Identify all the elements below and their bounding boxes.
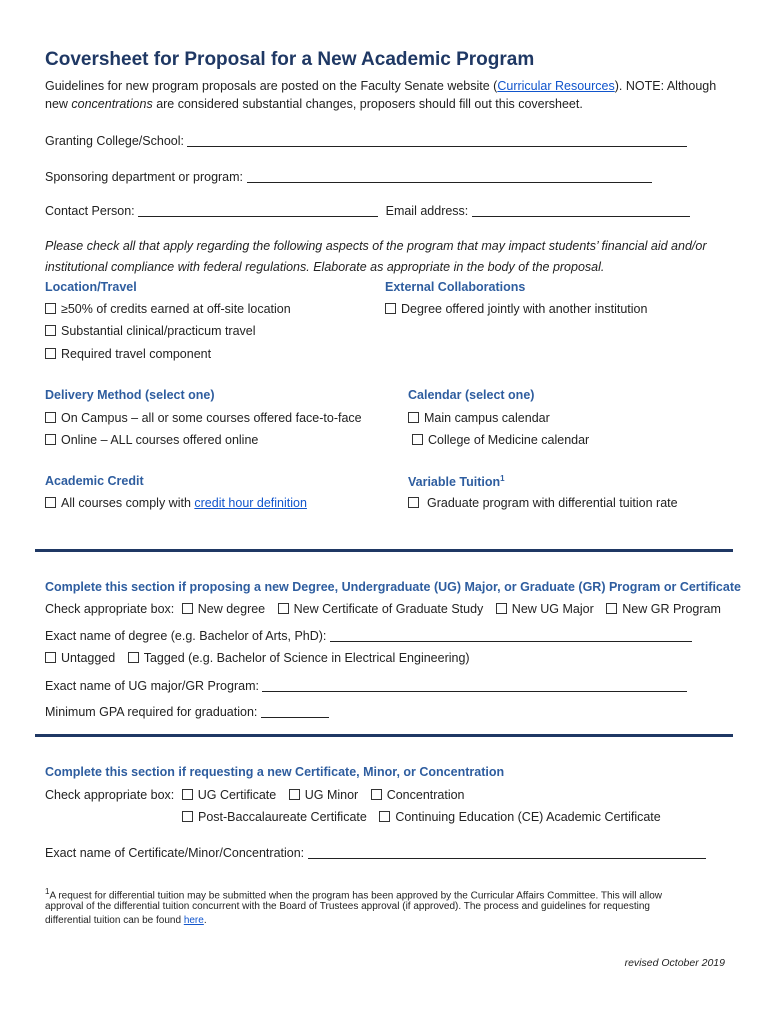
option-label: On Campus – all or some courses offered face-to-face	[61, 411, 362, 425]
major-name-label: Exact name of UG major/GR Program:	[45, 679, 259, 693]
gpa-label: Minimum GPA required for graduation:	[45, 705, 258, 719]
sponsoring-field-row	[45, 168, 652, 186]
section-degree-check-row	[45, 600, 721, 618]
academic-credit-heading: Academic Credit	[45, 474, 144, 488]
location-option-2[interactable]	[45, 345, 211, 363]
intro-text-2: new	[45, 97, 72, 111]
degree-name-row	[45, 627, 692, 645]
option-label: Post-Baccalaureate Certificate	[198, 810, 367, 824]
option-label: New UG Major	[511, 602, 594, 616]
option-new-ug-major[interactable]	[496, 602, 594, 616]
option-ug-certificate[interactable]	[182, 788, 277, 802]
section-degree-heading: Complete this section if proposing a new Degree, Undergraduate (UG) Major, or Graduate (GR) Program or Certificate	[45, 580, 741, 594]
option-label: Online – ALL courses offered online	[61, 433, 259, 447]
calendar-heading: Calendar (select one)	[408, 388, 535, 402]
option-label: UG Minor	[304, 788, 359, 802]
option-label: New GR Program	[622, 602, 721, 616]
option-ug-minor[interactable]	[289, 788, 358, 802]
option-label: Continuing Education (CE) Academic Certificate	[395, 810, 661, 824]
tuition-option-0[interactable]	[408, 494, 678, 512]
major-name-input-line[interactable]	[262, 679, 687, 692]
checkbox[interactable]	[128, 652, 139, 663]
checkbox[interactable]	[45, 434, 56, 445]
tagged-row	[45, 649, 470, 667]
footnote-marker: 1	[500, 474, 505, 483]
option-label: Untagged	[61, 651, 116, 665]
option-new-degree[interactable]	[182, 602, 265, 616]
option-label: Substantial clinical/practicum travel	[61, 324, 256, 338]
email-input-line[interactable]	[472, 204, 690, 217]
intro-text-end: ). NOTE: Although	[614, 79, 717, 93]
section-certificate-check-row	[45, 786, 465, 804]
section-certificate-heading: Complete this section if requesting a new Certificate, Minor, or Concentration	[45, 765, 505, 779]
degree-name-label: Exact name of degree (e.g. Bachelor of Arts, PhD):	[45, 629, 327, 643]
option-label: Main campus calendar	[424, 411, 550, 425]
option-tagged[interactable]	[128, 651, 470, 665]
option-post-bacc-certificate[interactable]	[182, 810, 367, 824]
location-option-1[interactable]	[45, 322, 256, 340]
checkbox[interactable]	[182, 789, 193, 800]
credit-option-0[interactable]	[45, 494, 307, 512]
checkbox[interactable]	[412, 434, 423, 445]
gpa-row	[45, 703, 329, 721]
footnote-text: A request for differential tuition may be submitted when the program has been approved by the Curricular Affairs Committee. This will allow	[49, 890, 662, 902]
checkbox[interactable]	[371, 789, 382, 800]
major-name-row	[45, 677, 687, 695]
section-certificate-check-row-2	[182, 808, 661, 826]
intro-line-1	[45, 77, 716, 95]
checkbox[interactable]	[289, 789, 300, 800]
option-new-cert-grad[interactable]	[278, 602, 484, 616]
certificate-name-label: Exact name of Certificate/Minor/Concentration:	[45, 846, 305, 860]
checkbox[interactable]	[45, 303, 56, 314]
checkbox[interactable]	[45, 412, 56, 423]
footnote-line-2: approval of the differential tuition concurrent with the Board of Trustees approval (if approved). The process and guidelines for requesting	[45, 901, 650, 912]
credit-hour-definition-link[interactable]: credit hour definition	[194, 496, 307, 510]
option-new-gr-program[interactable]	[606, 602, 721, 616]
certificate-name-input-line[interactable]	[308, 846, 706, 859]
contact-field-row	[45, 202, 690, 220]
granting-field-row	[45, 132, 687, 150]
location-travel-heading: Location/Travel	[45, 280, 137, 294]
sponsoring-input-line[interactable]	[247, 170, 652, 183]
location-option-0[interactable]	[45, 300, 291, 318]
checkbox[interactable]	[379, 811, 390, 822]
option-label: New Certificate of Graduate Study	[293, 602, 484, 616]
checkbox[interactable]	[385, 303, 396, 314]
email-label: Email address:	[385, 204, 469, 218]
checkbox[interactable]	[408, 497, 419, 508]
section-divider-2	[35, 734, 733, 737]
footnote-line-3	[45, 914, 207, 928]
footnote-text-3: differential tuition can be found	[45, 915, 184, 926]
granting-input-line[interactable]	[187, 134, 687, 147]
sponsoring-label: Sponsoring department or program:	[45, 170, 244, 184]
checkbox[interactable]	[606, 603, 617, 614]
option-untagged[interactable]	[45, 651, 115, 665]
checkbox[interactable]	[496, 603, 507, 614]
option-label: Graduate program with differential tuition rate	[427, 496, 678, 510]
degree-name-input-line[interactable]	[330, 629, 692, 642]
variable-tuition-title: Variable Tuition	[408, 475, 501, 490]
intro-text: Guidelines for new program proposals are posted on the Faculty Senate website (	[45, 79, 498, 93]
contact-label: Contact Person:	[45, 204, 135, 218]
checkbox[interactable]	[278, 603, 289, 614]
curricular-resources-link[interactable]: Curricular Resources	[497, 79, 615, 93]
checkbox[interactable]	[408, 412, 419, 423]
check-label: Check appropriate box:	[45, 602, 175, 616]
granting-label: Granting College/School:	[45, 134, 184, 148]
check-label: Check appropriate box:	[45, 788, 175, 802]
checkbox[interactable]	[182, 603, 193, 614]
option-label: Required travel component	[61, 347, 212, 361]
option-label: College of Medicine calendar	[428, 433, 590, 447]
here-link[interactable]: here	[183, 915, 204, 926]
delivery-option-0[interactable]	[45, 409, 362, 427]
page-title: Coversheet for Proposal for a New Academic Program	[45, 49, 535, 70]
option-label: Tagged (e.g. Bachelor of Science in Electrical Engineering)	[143, 651, 470, 665]
revised-date: revised October 2019	[624, 957, 725, 969]
checkbox[interactable]	[45, 348, 56, 359]
option-label: Degree offered jointly with another institution	[401, 302, 648, 316]
contact-input-line[interactable]	[138, 204, 378, 217]
option-concentration[interactable]	[371, 788, 465, 802]
checkbox[interactable]	[45, 652, 56, 663]
external-collab-heading: External Collaborations	[385, 280, 526, 294]
intro-line-2	[45, 95, 583, 113]
certificate-name-row	[45, 844, 706, 862]
intro-text-2-end: are considered substantial changes, proposers should fill out this coversheet.	[152, 97, 583, 111]
variable-tuition-heading	[408, 474, 505, 489]
instruction-line-1: Please check all that apply regarding the following aspects of the program that may impact students’ financial aid and/or	[45, 239, 707, 253]
delivery-method-heading: Delivery Method (select one)	[45, 388, 215, 402]
calendar-option-1[interactable]	[412, 431, 589, 449]
option-label: Concentration	[386, 788, 465, 802]
intro-emphasis: concentrations	[71, 97, 153, 111]
checkbox[interactable]	[182, 811, 193, 822]
option-label: New degree	[197, 602, 266, 616]
section-divider-1	[35, 549, 733, 552]
option-ce-certificate[interactable]	[379, 810, 660, 824]
external-option-0[interactable]	[385, 300, 647, 318]
option-label: ≥50% of credits earned at off-site location	[61, 302, 291, 316]
option-label: UG Certificate	[197, 788, 277, 802]
calendar-option-0[interactable]	[408, 409, 550, 427]
delivery-option-1[interactable]	[45, 431, 258, 449]
gpa-input-line[interactable]	[261, 705, 329, 718]
option-label: All courses comply with	[61, 496, 195, 510]
footnote-text-3-end: .	[203, 915, 207, 926]
instruction-line-2: institutional compliance with federal regulations. Elaborate as appropriate in the body of the proposal.	[45, 260, 605, 274]
checkbox[interactable]	[45, 325, 56, 336]
checkbox[interactable]	[45, 497, 56, 508]
footnote-number: 1	[45, 887, 50, 896]
